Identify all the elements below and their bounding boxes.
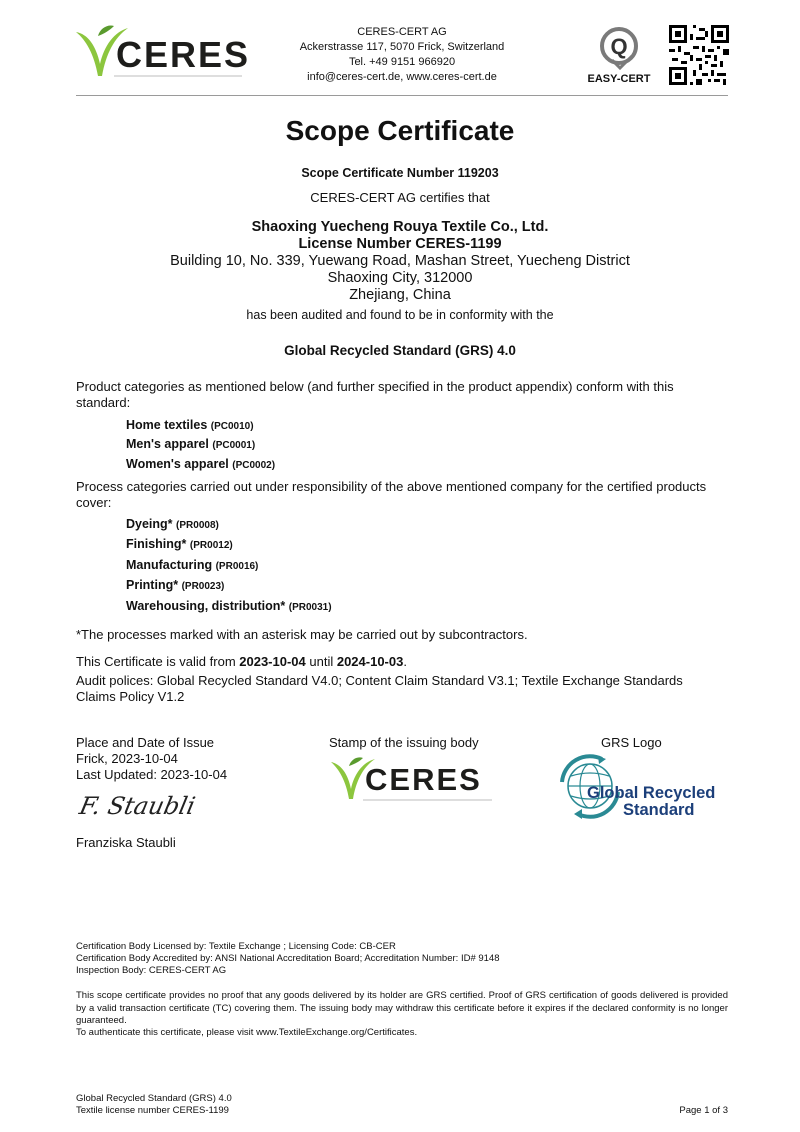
qr-code [669, 25, 729, 85]
conformity-line: has been audited and found to be in conformity with the [246, 308, 554, 322]
easy-cert-label: EASY-CERT [587, 73, 651, 85]
grs-logo-line2: Standard [623, 801, 695, 819]
product-category-code: (PC0001) [212, 440, 256, 451]
stamp-label: Stamp of the issuing body [329, 735, 479, 750]
issue-place-date: Frick, 2023-10-04 [76, 751, 178, 766]
accreditation-line2: Certification Body Accredited by: ANSI National Accreditation Board; Accreditation Number: ID# 9148 [76, 953, 500, 964]
accreditation-line1: Certification Body Licensed by: Textile Exchange ; Licensing Code: CB-CER [76, 941, 396, 952]
magnifier-icon [582, 26, 656, 74]
asterisk-note: *The processes marked with an asterisk may be carried out by subcontractors. [76, 627, 528, 642]
standard-name: Global Recycled Standard (GRS) 4.0 [284, 343, 516, 358]
signer-name: Franziska Staubli [76, 835, 176, 850]
process-category [126, 578, 224, 592]
valid-until-date: 2024-10-03 [336, 654, 404, 669]
authenticate-note: To authenticate this certificate, please visit www.TextileExchange.org/Certificates. [76, 1027, 418, 1038]
ceres-logo [74, 24, 251, 86]
stamp-logo-text: CERES [365, 762, 482, 797]
org-phone: Tel. +49 9151 966920 [348, 56, 456, 68]
company-name: Shaoxing Yuecheng Rouya Textile Co., Ltd. [251, 219, 549, 235]
process-category-name: Warehousing, distribution* [126, 599, 286, 613]
process-category-code: (PR0016) [215, 561, 259, 572]
signature: F. Staubli [77, 792, 198, 820]
product-category-name: Home textiles [126, 418, 208, 432]
validity-line [76, 654, 407, 670]
process-category-code: (PR0031) [288, 602, 332, 613]
org-contact: info@ceres-cert.de, www.ceres-cert.de [307, 71, 497, 83]
stamp-logo [329, 756, 494, 806]
company-address-line3: Zhejiang, China [349, 287, 451, 303]
issue-last-updated: Last Updated: 2023-10-04 [76, 767, 228, 782]
issue-label: Place and Date of Issue [76, 735, 215, 750]
process-category-code: (PR0023) [181, 581, 225, 592]
process-category-name: Finishing* [126, 537, 187, 551]
product-category-name: Women's apparel [126, 457, 229, 471]
easy-cert-logo [582, 26, 656, 88]
product-intro: Product categories as mentioned below (and further specified in the product appendix) conform with this standard: [76, 379, 674, 410]
svg-text:Q: Q [610, 34, 628, 59]
header-divider [76, 95, 728, 96]
product-category-code: (PC0002) [232, 460, 276, 471]
process-category [126, 599, 332, 613]
footer-standard: Global Recycled Standard (GRS) 4.0 [76, 1093, 232, 1104]
product-category [126, 437, 255, 451]
process-category-name: Printing* [126, 578, 179, 592]
audit-policies: Audit polices: Global Recycled Standard V4.0; Content Claim Standard V3.1; Textile Exchange Standards Claims Policy V1.2 [76, 673, 683, 704]
page-number: Page 1 of 3 [679, 1105, 728, 1116]
grs-logo [556, 752, 726, 824]
process-category [126, 537, 233, 551]
grs-logo-line1: Global Recycled [587, 784, 716, 802]
ceres-logo-text: CERES [116, 34, 251, 75]
org-name: CERES-CERT AG [357, 26, 447, 38]
process-category [126, 517, 219, 531]
accreditation-line3: Inspection Body: CERES-CERT AG [76, 965, 227, 976]
footer-license: Textile license number CERES-1199 [76, 1105, 229, 1116]
product-category [126, 457, 275, 471]
process-category-code: (PR0012) [189, 540, 233, 551]
process-intro: Process categories carried out under responsibility of the above mentioned company for the certified products cover: [76, 479, 707, 510]
certificate-number: Scope Certificate Number 119203 [301, 166, 499, 180]
validity-prefix: This Certificate is valid from [76, 654, 240, 669]
product-category-code: (PC0010) [210, 421, 254, 432]
product-category [126, 418, 254, 432]
product-category-name: Men's apparel [126, 437, 209, 451]
certifies-line: CERES-CERT AG certifies that [310, 190, 490, 205]
company-address-line2: Shaoxing City, 312000 [327, 270, 473, 286]
company-license: License Number CERES-1199 [298, 236, 502, 252]
valid-from-date: 2023-10-04 [239, 654, 306, 669]
header-address-block [296, 25, 508, 85]
validity-suffix: . [403, 654, 407, 669]
org-address: Ackerstrasse 117, 5070 Frick, Switzerland [299, 41, 505, 53]
process-category-name: Manufacturing [126, 558, 213, 572]
grs-logo-label: GRS Logo [601, 735, 662, 750]
validity-middle: until [305, 654, 337, 669]
process-category-code: (PR0008) [176, 520, 219, 531]
process-category-name: Dyeing* [126, 517, 173, 531]
disclaimer: This scope certificate provides no proof that any goods delivered by its holder are GRS certified. Proof of GRS certification of goods delivered is provided by a valid transaction certificate (TC) covering them. The issuing body may withdraw this certificate before it expires if the declared conformity is no longer guaranteed. [76, 990, 728, 1026]
page-title: Scope Certificate [285, 115, 515, 146]
company-address-line1: Building 10, No. 339, Yuewang Road, Mashan Street, Yuecheng District [170, 253, 630, 269]
qr-code-icon [669, 25, 729, 85]
process-category [126, 558, 258, 572]
